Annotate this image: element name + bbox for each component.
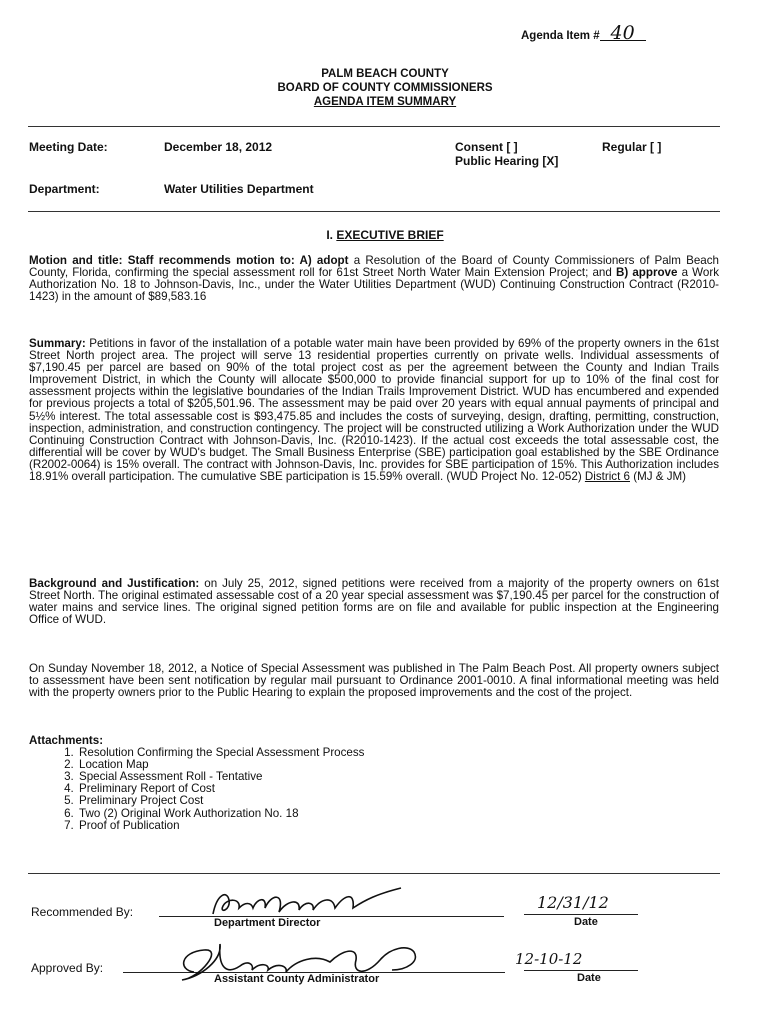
motion-b: B) approve: [615, 266, 678, 280]
approved-date-line: [524, 970, 638, 971]
motion-label: Motion and title:: [29, 254, 123, 267]
notice-paragraph: [29, 663, 719, 699]
recommended-date: 12/31/12: [537, 893, 609, 912]
agenda-item-label: Agenda Item #: [521, 30, 600, 42]
agenda-item: [521, 22, 646, 44]
motion-lead: Staff recommends motion to: A) adopt: [127, 254, 349, 267]
summary-label: Summary:: [29, 337, 86, 350]
department-rule: [28, 211, 720, 212]
attachments-label: Attachments:: [29, 734, 104, 747]
regular-checkbox: Regular [ ]: [602, 140, 662, 154]
public-hearing-checkbox: Public Hearing [X]: [455, 154, 559, 168]
meeting-date-label: Meeting Date:: [29, 140, 108, 154]
section-title: EXECUTIVE BRIEF: [336, 228, 444, 242]
consent-checkbox: Consent [ ]: [455, 140, 518, 154]
approved-date-label: Date: [577, 972, 601, 984]
district-link: District 6: [584, 470, 630, 484]
attachment-item: 6. Two (2) Original Work Authorization No. 18: [77, 808, 364, 820]
board-title: BOARD OF COUNTY COMMISSIONERS: [277, 82, 493, 94]
background-text: on July 25, 2012, signed petitions were received from a majority of the property owners on 61st Street North. The original estimated assessable cost of a 20 year special assessment was $7,190.45 per parcel for the construction of water mains and service lines. The original signed petition forms are on file and available for public inspection at the Engineering Office of WUD.: [29, 577, 720, 627]
summary-tail: (MJ & JM): [630, 470, 687, 484]
attachments-list: [29, 747, 364, 832]
recommended-label: Recommended By:: [31, 905, 134, 919]
motion-paragraph: [29, 255, 719, 303]
recommended-date-label: Date: [574, 916, 598, 928]
background-label: Background and Justification:: [29, 577, 200, 590]
recommended-title: Department Director: [214, 917, 321, 929]
approved-title: Assistant County Administrator: [214, 973, 380, 985]
background-paragraph: [29, 578, 719, 626]
notice-text: On Sunday November 18, 2012, a Notice of Special Assessment was published in The Palm Beach Post. All property owners subject to assessment have been sent notification by regular mail pursuant to Ordinance 2001-0010. A final informational meeting was held with the property owners prior to the Public Hearing to explain the proposed improvements and the cost of the project.: [29, 662, 719, 700]
approved-label: Approved By:: [31, 961, 104, 975]
top-rule: [28, 126, 720, 127]
county-title: PALM BEACH COUNTY: [321, 68, 449, 80]
section-heading: [0, 228, 770, 242]
department-label: Department:: [29, 182, 100, 196]
department-value: Water Utilities Department: [164, 182, 314, 196]
attachment-item: 1. Resolution Confirming the Special Assessment Process: [77, 747, 364, 759]
meeting-date-value: December 18, 2012: [164, 140, 273, 154]
section-number: I.: [326, 228, 333, 242]
summary-paragraph: [29, 338, 719, 483]
recommended-date-line: [524, 914, 638, 915]
summary-text: Petitions in favor of the installation of a potable water main have been provided by 69% of the property owners in the 61st Street North project area. The project will serve 13 residential properties currently on private wells. Individual assessments of $7,190.45 per parcel are based on 90% of the total project cost as per the agreement between the County and Indian Trails Improvement District, in which the County will allocate $500,000 to provide financial support for up to 10% of the final cost for assessment projects within the legislative boundaries of the Indian Trails Improvement District. WUD has encumbered and expended for previous projects a total of $205,501.96. The assessment may be paid over 20 years with equal annual payments of principal and 5½% interest. The total assessable cost is $93,475.85 and includes the costs of surveying, design, drafting, permitting, construction, inspection, administration, and construction contingency. The project will be constructed utilizing a Work Authorization under the WUD Continuing Construction Contract with Johnson-Davis, Inc. (R2010-1423). If the actual cost exceeds the total assessable cost, the differential will be cover by WUD's budget. The Small Business Enterprise (SBE) participation goal established by the SBE Ordinance (R2002-0064) is 15% overall. The contract with Johnson-Davis, Inc. provides for SBE participation of 15%. This Authorization includes 18.91% overall participation. The cumulative SBE participation is 15.59% overall. (WUD Project No. 12-052): [29, 337, 719, 484]
motion-text-a: a Resolution of the Board of County Commissioners of Palm Beach County, Florida, confirming the special assessment roll for 61st Street North Water Main Extension Project; and: [29, 254, 719, 280]
attachment-item: 2. Location Map: [77, 759, 364, 771]
signature-rule: [28, 873, 720, 874]
motion-text-b: a Work Authorization No. 18 to Johnson-Davis, Inc., under the Water Utilities Department (WUD) Continuing Construction Contract (R2010-1423) in the amount of $89,583.16: [29, 266, 720, 304]
attachment-item: 4. Preliminary Report of Cost: [77, 783, 364, 795]
attachments: [29, 735, 364, 832]
attachment-item: 5. Preliminary Project Cost: [77, 795, 364, 807]
attachment-item: 3. Special Assessment Roll - Tentative: [77, 771, 364, 783]
attachment-item: 7. Proof of Publication: [77, 820, 364, 832]
agenda-item-number: 40: [600, 26, 646, 41]
approved-date: 12-10-12: [515, 950, 583, 968]
summary-title: AGENDA ITEM SUMMARY: [313, 96, 457, 108]
